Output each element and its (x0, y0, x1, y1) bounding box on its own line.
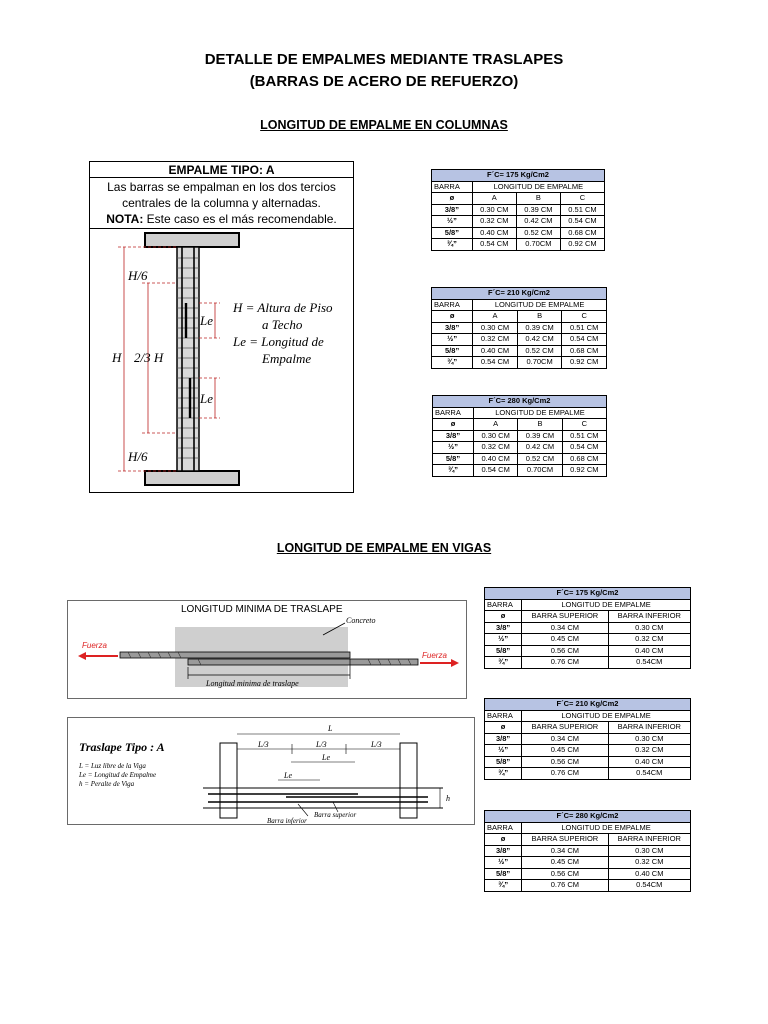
table-cell: 0.56 CM (522, 756, 608, 768)
table-subheader-row (433, 407, 607, 419)
table-cell: ø (433, 419, 474, 431)
label-l3-c: L/3 (371, 740, 382, 749)
table-column-header-row (432, 193, 605, 205)
table-cell: 0.68 CM (560, 227, 604, 239)
table-cell: ¾” (432, 239, 473, 251)
table-row (433, 442, 607, 454)
table-row (433, 465, 607, 477)
table-cell: 0.32 CM (608, 634, 690, 646)
table-cell: B (518, 419, 562, 431)
upper-bar (120, 652, 350, 658)
table-cell: 5/8” (432, 227, 473, 239)
table-header-row (485, 811, 691, 823)
table-cell: BARRA (485, 599, 522, 611)
table-cell: 0.70CM (517, 357, 562, 369)
table-cell: 0.45 CM (522, 745, 608, 757)
panel-description-line2: centrales de la columna y alternadas. (122, 196, 321, 210)
label-barra-superior: Barra superior (314, 811, 357, 819)
table-cell: ¾” (485, 657, 522, 669)
table-row (485, 857, 691, 869)
table-row (485, 756, 691, 768)
lower-bar (188, 659, 418, 665)
table-cell: LONGITUD DE EMPALME (522, 599, 691, 611)
table-row (485, 745, 691, 757)
label-le-top-beam: Le (322, 753, 330, 762)
table-cell: C (562, 311, 607, 323)
table-subheader-row (485, 822, 691, 834)
note-text: Este caso es el más recomendable. (143, 212, 337, 226)
label-concreto: Concreto (346, 616, 376, 625)
section-heading-columns: LONGITUD DE EMPALME EN COLUMNAS (260, 118, 508, 132)
beam-table-210 (484, 698, 691, 780)
table-row (485, 868, 691, 880)
table-cell: ½” (485, 857, 522, 869)
table-cell: ø (432, 311, 473, 323)
table-row (432, 216, 605, 228)
table-cell: 0.32 CM (608, 745, 690, 757)
table-cell: 0.76 CM (522, 657, 608, 669)
column-splice-panel (89, 161, 354, 493)
table-cell: A (473, 419, 517, 431)
table-cell: BARRA SUPERIOR (522, 834, 608, 846)
table-cell: 0.39 CM (518, 430, 562, 442)
table-cell: 0.34 CM (522, 845, 608, 857)
table-column-header-row (485, 834, 691, 846)
table-cell: 0.32 CM (472, 216, 516, 228)
label-le-top: Le (200, 313, 213, 328)
table-column-header-row (485, 611, 691, 623)
table-cell: BARRA (433, 407, 474, 419)
table-cell: 0.42 CM (517, 334, 562, 346)
table-cell: 0.30 CM (608, 622, 690, 634)
table-cell: 0.40 CM (608, 645, 690, 657)
table-cell: BARRA INFERIOR (608, 834, 690, 846)
table-cell: F´C= 175 Kg/Cm2 (485, 588, 691, 600)
right-support (400, 743, 417, 818)
table-cell: 5/8” (433, 453, 474, 465)
beam-legend-line3: h = Peralte de Viga (79, 780, 135, 788)
table-cell: 0.40 CM (473, 453, 517, 465)
table-cell: A (472, 193, 516, 205)
beam-splice-type-a-diagram (67, 717, 475, 825)
table-subheader-row (485, 599, 691, 611)
label-fuerza-left: Fuerza (82, 641, 107, 650)
table-cell: 0.76 CM (522, 768, 608, 780)
table-row (485, 622, 691, 634)
beam-legend-line1: L = Luz libre de la Viga (79, 762, 146, 770)
table-cell: 0.54 CM (560, 216, 604, 228)
table-cell: 0.54 CM (473, 357, 518, 369)
bottom-slab (145, 471, 239, 485)
table-cell: ½” (485, 634, 522, 646)
left-support (220, 743, 237, 818)
table-cell: 0.42 CM (518, 442, 562, 454)
table-cell: ¾” (432, 357, 473, 369)
table-cell: 0.54CM (608, 657, 690, 669)
table-cell: 5/8” (485, 756, 522, 768)
table-header-row (433, 396, 607, 408)
label-h-beam: h (446, 794, 450, 803)
note-label: NOTA: (106, 212, 144, 226)
table-cell: 0.92 CM (562, 357, 607, 369)
table-cell: LONGITUD DE EMPALME (522, 710, 691, 722)
label-le-bottom: Le (200, 391, 213, 406)
table-cell: 0.39 CM (516, 204, 560, 216)
table-row (432, 334, 607, 346)
legend-line3: Le = Longitud de (233, 334, 324, 349)
table-row (432, 239, 605, 251)
table-cell: 0.34 CM (522, 733, 608, 745)
table-cell: 0.92 CM (560, 239, 604, 251)
table-row (485, 733, 691, 745)
table-cell: 0.42 CM (516, 216, 560, 228)
table-cell: ø (432, 193, 473, 205)
beam-diagram2-title: Traslape Tipo : A (79, 740, 165, 754)
column-stirrups (177, 258, 199, 458)
label-two-third-h: 2/3 H (134, 350, 164, 365)
table-cell: BARRA SUPERIOR (522, 611, 608, 623)
table-subheader-row (485, 710, 691, 722)
table-column-header-row (432, 311, 607, 323)
table-row (485, 645, 691, 657)
table-cell: 0.54 CM (562, 334, 607, 346)
beam-minimum-lap-diagram (67, 600, 467, 699)
label-h6-bottom: H/6 (128, 449, 148, 464)
table-cell: 0.56 CM (522, 645, 608, 657)
column-body (177, 247, 199, 471)
table-cell: F´C= 210 Kg/Cm2 (432, 288, 607, 300)
table-header-row (485, 588, 691, 600)
table-cell: 0.52 CM (518, 453, 562, 465)
table-cell: 0.45 CM (522, 857, 608, 869)
panel-description-line1: Las barras se empalman en los dos tercios (107, 180, 336, 194)
document-title-line1: DETALLE DE EMPALMES MEDIANTE TRASLAPES (204, 51, 564, 68)
top-slab (145, 233, 239, 247)
table-cell: BARRA (485, 822, 522, 834)
table-cell: 0.40 CM (608, 756, 690, 768)
table-cell: 0.68 CM (562, 345, 607, 357)
panel-description (90, 178, 353, 211)
table-column-header-row (485, 722, 691, 734)
table-cell: 5/8” (485, 868, 522, 880)
table-cell: 3/8” (485, 845, 522, 857)
table-cell: 0.54CM (608, 768, 690, 780)
table-cell: 0.68 CM (562, 453, 606, 465)
table-cell: 0.30 CM (473, 322, 518, 334)
document-title-line2: (BARRAS DE ACERO DE REFUERZO) (249, 73, 519, 90)
table-cell: ½” (432, 334, 473, 346)
table-cell: ø (485, 834, 522, 846)
table-cell: ½” (433, 442, 474, 454)
force-arrow-right-icon (451, 659, 459, 667)
beam-table-280 (484, 810, 691, 892)
table-cell: C (562, 419, 606, 431)
table-cell: F´C= 280 Kg/Cm2 (485, 811, 691, 823)
table-subheader-row (432, 181, 605, 193)
table-cell: 0.51 CM (560, 204, 604, 216)
table-cell: 0.32 CM (473, 334, 518, 346)
section-heading-beams: LONGITUD DE EMPALME EN VIGAS (276, 541, 492, 555)
table-row (432, 322, 607, 334)
table-cell: F´C= 210 Kg/Cm2 (485, 699, 691, 711)
table-cell: 0.34 CM (522, 622, 608, 634)
table-cell: LONGITUD DE EMPALME (522, 822, 691, 834)
table-header-row (432, 170, 605, 182)
table-cell: ø (485, 611, 522, 623)
table-cell: 0.52 CM (516, 227, 560, 239)
table-row (485, 657, 691, 669)
table-cell: F´C= 280 Kg/Cm2 (433, 396, 607, 408)
table-row (432, 227, 605, 239)
table-cell: 0.30 CM (473, 430, 517, 442)
label-h: H (112, 350, 122, 365)
table-row (485, 880, 691, 892)
table-cell: 3/8” (485, 733, 522, 745)
beam-diagram1-title: LONGITUD MINIMA DE TRASLAPE (181, 604, 343, 615)
column-table-280 (432, 395, 607, 477)
table-cell: 0.52 CM (517, 345, 562, 357)
table-cell: F´C= 175 Kg/Cm2 (432, 170, 605, 182)
table-cell: C (560, 193, 604, 205)
table-cell: 0.40 CM (473, 345, 518, 357)
table-cell: LONGITUD DE EMPALME (473, 407, 606, 419)
table-cell: 3/8” (433, 430, 474, 442)
table-cell: 0.92 CM (562, 465, 606, 477)
table-cell: 3/8” (432, 204, 473, 216)
table-cell: 0.54 CM (562, 442, 606, 454)
table-header-row (432, 288, 607, 300)
legend-line1: H = Altura de Piso (233, 300, 333, 315)
label-l3-a: L/3 (258, 740, 269, 749)
table-cell: BARRA SUPERIOR (522, 722, 608, 734)
table-cell: 3/8” (432, 322, 473, 334)
table-cell: 0.70CM (518, 465, 562, 477)
beam-table-175 (484, 587, 691, 669)
table-cell: 0.40 CM (608, 868, 690, 880)
table-header-row (485, 699, 691, 711)
table-cell: BARRA INFERIOR (608, 722, 690, 734)
table-subheader-row (432, 299, 607, 311)
table-cell: ¾” (433, 465, 474, 477)
legend-line2: a Techo (262, 317, 303, 332)
table-row (433, 430, 607, 442)
table-cell: 3/8” (485, 622, 522, 634)
table-row (485, 845, 691, 857)
panel-title: EMPALME TIPO: A (90, 162, 353, 178)
table-cell: 5/8” (485, 645, 522, 657)
table-cell: 0.56 CM (522, 868, 608, 880)
table-row (432, 357, 607, 369)
column-table-175 (431, 169, 605, 251)
table-cell: ½” (485, 745, 522, 757)
column-splice-diagram (90, 228, 353, 492)
table-cell: BARRA INFERIOR (608, 611, 690, 623)
table-cell: 0.45 CM (522, 634, 608, 646)
table-cell: ¾” (485, 880, 522, 892)
label-l3-b: L/3 (316, 740, 327, 749)
table-row (433, 453, 607, 465)
table-cell: LONGITUD DE EMPALME (473, 299, 607, 311)
beam-legend-line2: Le = Longitud de Empalme (79, 771, 157, 779)
table-cell: 0.51 CM (562, 322, 607, 334)
table-cell: ø (485, 722, 522, 734)
table-row (432, 345, 607, 357)
table-cell: 0.30 CM (472, 204, 516, 216)
table-cell: LONGITUD DE EMPALME (472, 181, 604, 193)
table-cell: 0.54 CM (472, 239, 516, 251)
table-cell: 0.40 CM (472, 227, 516, 239)
table-cell: 0.54 CM (473, 465, 517, 477)
force-arrow-left-icon (78, 652, 86, 660)
label-barra-inferior: Barra inferior (267, 817, 307, 824)
table-cell: ¾” (485, 768, 522, 780)
column-table-210 (431, 287, 607, 369)
table-cell: 0.54CM (608, 880, 690, 892)
legend-line4: Empalme (262, 351, 312, 366)
table-cell: A (473, 311, 518, 323)
label-fuerza-right: Fuerza (422, 651, 447, 660)
table-cell: B (516, 193, 560, 205)
label-longitud-minima: Longitud minima de traslape (206, 679, 299, 688)
table-cell: 0.70CM (516, 239, 560, 251)
table-cell: BARRA (432, 181, 473, 193)
table-row (485, 768, 691, 780)
table-row (485, 634, 691, 646)
table-cell: 0.30 CM (608, 845, 690, 857)
table-cell: BARRA (485, 710, 522, 722)
label-h6-top: H/6 (128, 268, 148, 283)
table-cell: 0.30 CM (608, 733, 690, 745)
table-cell: B (517, 311, 562, 323)
table-row (432, 204, 605, 216)
table-cell: 0.76 CM (522, 880, 608, 892)
table-cell: 0.32 CM (473, 442, 517, 454)
table-cell: ½” (432, 216, 473, 228)
table-cell: 0.39 CM (517, 322, 562, 334)
panel-note (90, 211, 353, 229)
table-column-header-row (433, 419, 607, 431)
table-cell: BARRA (432, 299, 473, 311)
label-le-bottom-beam: Le (284, 771, 292, 780)
table-cell: 5/8” (432, 345, 473, 357)
table-cell: 0.32 CM (608, 857, 690, 869)
label-l: L (328, 724, 333, 733)
table-cell: 0.51 CM (562, 430, 606, 442)
